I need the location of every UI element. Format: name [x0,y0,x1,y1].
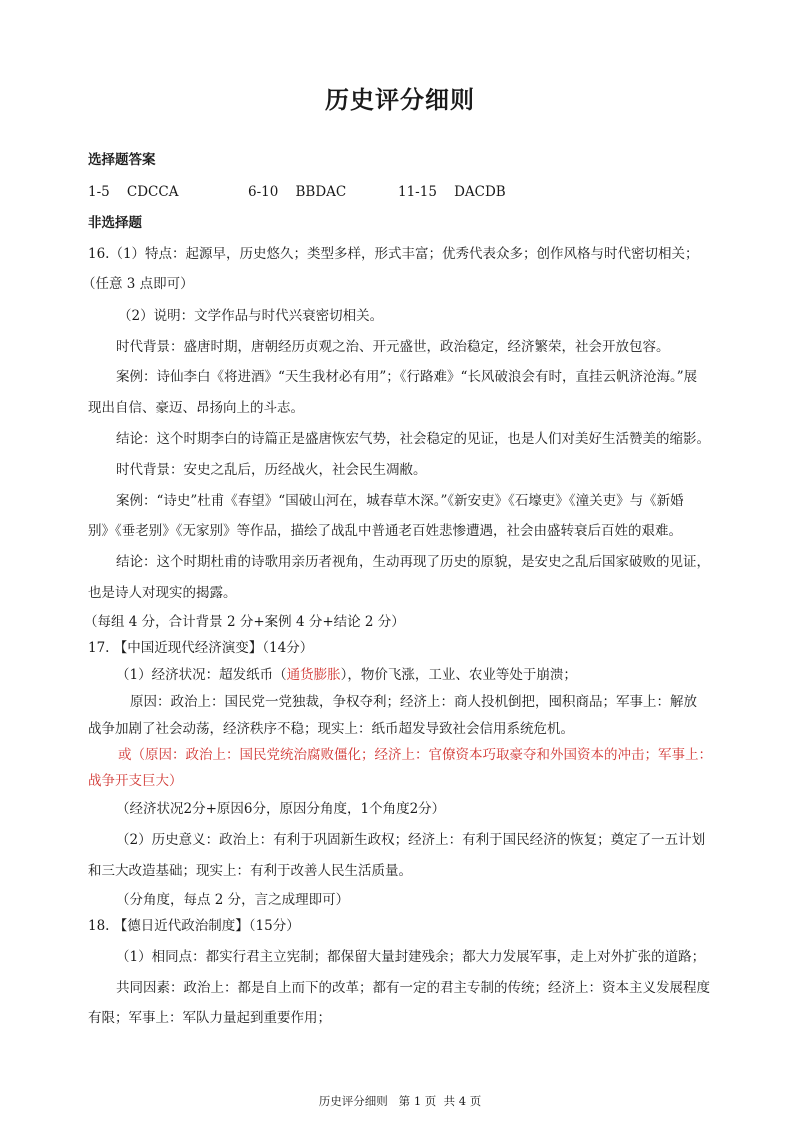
q16-line: 时代背景：盛唐时期，唐朝经历贞观之治、开元盛世，政治稳定，经济繁荣，社会开放包容。 [116,339,670,355]
q17-line: （2）历史意义：政治上：有利于巩固新生政权；经济上：有利于国民经济的恢复；奠定了一五计划 [116,832,706,848]
q18-line: 共同因素：政治上：都是自上而下的改革；都有一定的君主专制的传统；经济上：资本主义发展程度 [116,980,710,996]
q17-alt-answer: 战争开支巨大） [88,773,183,789]
q18-line: （1）相同点：都实行君主立宪制；都保留大量封建残余；都大力发展军事，走上对外扩张的道路； [116,949,706,965]
q16-line: 16.（1）特点：起源早，历史悠久；类型多样，形式丰富；优秀代表众多；创作风格与时代密切相关； [88,246,699,262]
q16-scoring-note: （每组 4 分，合计背景 2 分+案例 4 分+结论 2 分） [84,614,405,630]
q16-line: 案例：诗仙李白《将进酒》“天生我材必有用”；《行路难》“长风破浪会有时，直挂云帆济沧海。”展 [116,369,698,385]
q16-line: 时代背景：安史之乱后，历经战火，社会民生凋敝。 [116,462,427,478]
q16-line: 别》《垂老别》《无家别》等作品，描绘了战乱中普通老百姓悲惨遭遇，社会由盛转衰后百姓的艰难。 [88,523,682,539]
mc-heading: 选择题答案 [88,152,156,168]
q17-scoring-note: （分角度，每点 2 分，言之成理即可） [116,892,350,908]
q16-line: （任意 3 点即可） [82,276,194,292]
q16-line: 结论：这个时期杜甫的诗歌用亲历者视角，生动再现了历史的原貌，是安史之乱后国家破败的见证， [116,554,710,570]
mc-answers [88,183,506,201]
page-footer: 历史评分细则 第 1 页 共 4 页 [318,1094,482,1108]
q16-line: 案例：“诗史”杜甫《春望》“国破山河在，城春草木深。”《新安吏》《石壕吏》《潼关吏》与《新婚 [116,493,684,509]
q16-line: 现出自信、豪迈、昂扬向上的斗志。 [88,400,304,416]
q17-scoring-note: （经济状况2分+原因6分，原因分角度，1个角度2分） [116,801,446,817]
q16-line: 结论：这个时期李白的诗篇正是盛唐恢宏气势，社会稳定的见证，也是人们对美好生活赞美的缩影。 [116,431,710,447]
page-title: 历史评分细则 [325,86,475,114]
q18-line: 有限；军事上：军队力量起到重要作用； [88,1010,331,1026]
q18-heading: 18. 【德日近代政治制度】（15分） [88,918,300,934]
non-mc-heading: 非选择题 [88,215,142,231]
q16-line: 也是诗人对现实的揭露。 [88,585,237,601]
q17-heading: 17. 【中国近现代经济演变】（14分） [88,640,314,656]
mc-group-2: 6-10 BBDAC [248,184,347,200]
mc-group-3: 11-15 DACDB [398,184,506,200]
q17-line [116,666,577,684]
q17-text: （1）经济状况：超发纸币（ [116,667,287,683]
q17-line: 原因：政治上：国民党一党独裁，争权夺利；经济上：商人投机倒把，囤积商品；军事上：解放 [130,694,697,710]
q17-highlight: 通货膨胀 [286,667,341,683]
q16-line: （2）说明：文学作品与时代兴衰密切相关。 [118,308,384,324]
mc-group-1: 1-5 CDCCA [88,184,179,200]
q17-alt-answer: 或（原因：政治上：国民党统治腐败僵化；经济上：官僚资本巧取豪夺和外国资本的冲击；军事上： [118,747,712,763]
q17-line: 和三大改造基础；现实上：有利于改善人民生活质量。 [88,863,412,879]
q17-line: 战争加剧了社会动荡，经济秩序不稳；现实上：纸币超发导致社会信用系统危机。 [88,721,574,737]
q17-text: ），物价飞涨，工业、农业等处于崩溃； [340,667,577,683]
